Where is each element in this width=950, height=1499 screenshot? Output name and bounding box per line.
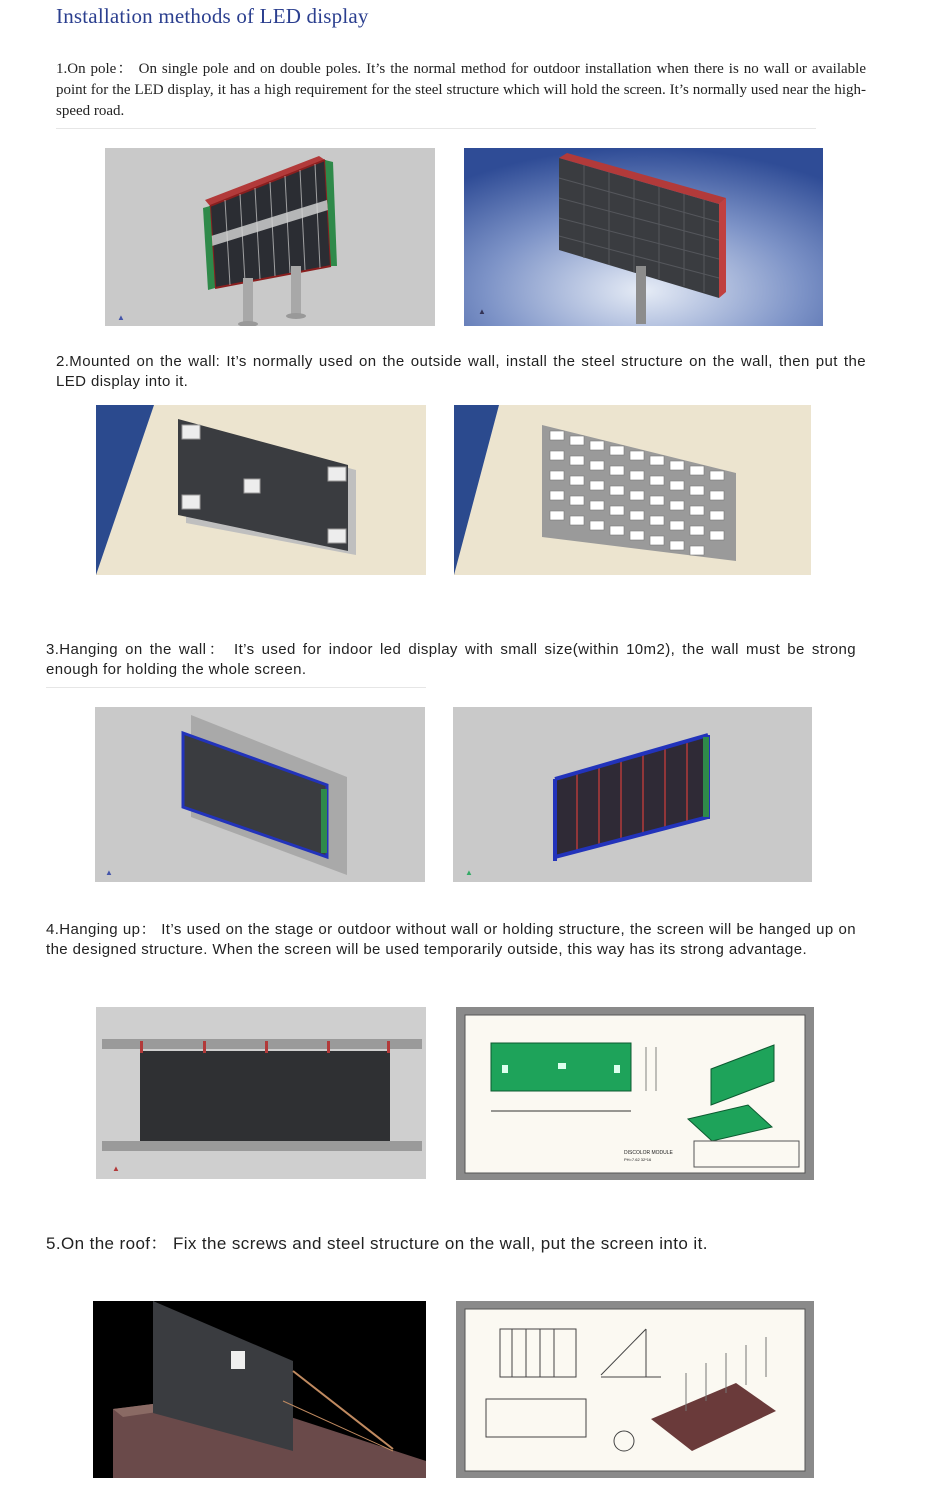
section-3-text: 3.Hanging on the wall： It’s used for indoor led display with small size(within 10m2), the wall must be strong enough for holding the whole screen.	[46, 641, 856, 678]
figure-single-pole-billboard	[464, 148, 823, 326]
svg-text:▲: ▲	[105, 868, 113, 877]
figure-wall-mounted-panel	[96, 405, 426, 575]
figure-roof-render	[93, 1301, 426, 1478]
section-1-text: 1.On pole： On single pole and on double poles. It’s the normal method for outdoor installation when there is no wall or available point for the LED display, it has a high requirement for the steel structure which will hold the screen. It’s normally used near the high-speed road.	[56, 61, 866, 119]
svg-text:▲: ▲	[465, 868, 473, 877]
figure-double-pole-billboard	[105, 148, 435, 326]
figure-hanging-up-structure	[96, 1007, 426, 1179]
figure-wall-mounted-frame	[454, 405, 811, 575]
figure-roof-drawing	[456, 1301, 814, 1478]
section-4-text: 4.Hanging up： It’s used on the stage or outdoor without wall or holding structure, the screen will be hanged up on the designed structure. When the screen will be used temporarily outside, this way has its strong advantage.	[46, 921, 856, 958]
section-2-text: 2.Mounted on the wall: It’s normally used on the outside wall, install the steel structure on the wall, then put the LED display into it.	[56, 353, 866, 390]
drawing-label: DISCOLOR MODULE	[624, 1150, 673, 1156]
drawing-sublabel: PH=7.62 32*16	[624, 1157, 652, 1162]
svg-text:▲: ▲	[117, 313, 125, 322]
section-5-text: 5.On the roof： Fix the screws and steel structure on the wall, put the screen into it.	[46, 1234, 708, 1253]
page-title: Installation methods of LED display	[56, 4, 369, 28]
figure-wall-hanging-panel	[95, 707, 425, 882]
svg-text:▲: ▲	[478, 307, 486, 316]
svg-text:▲: ▲	[112, 1164, 120, 1173]
figure-module-drawing	[456, 1007, 814, 1180]
divider	[56, 128, 816, 129]
figure-wall-hanging-frame	[453, 707, 812, 882]
divider	[46, 687, 426, 688]
